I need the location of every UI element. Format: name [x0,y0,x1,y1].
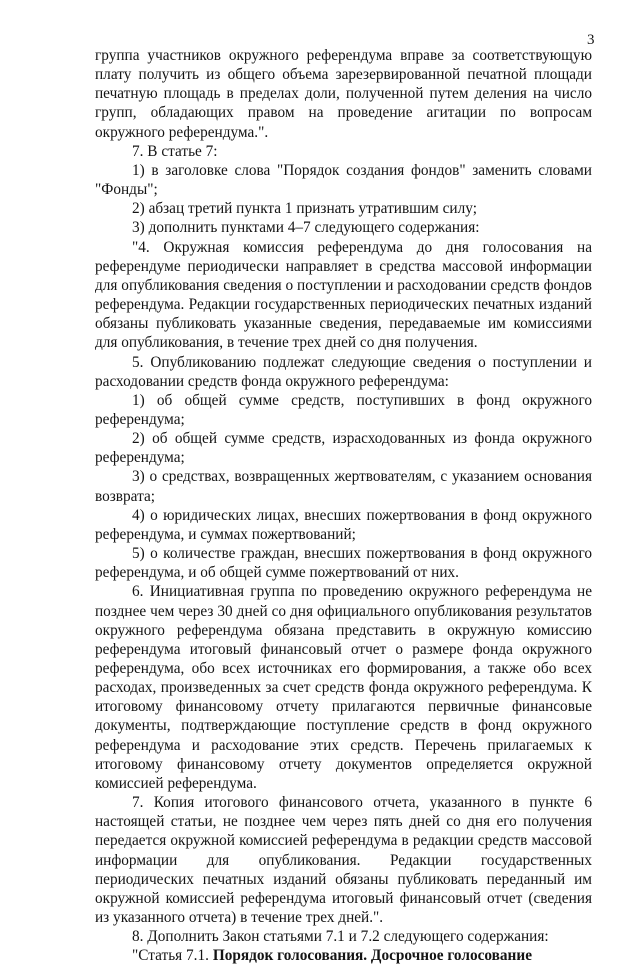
paragraph-11: 4) о юридических лицах, внесших пожертвования в фонд окружного референдума, и суммах пожертвований; [95,506,592,543]
paragraph-1: группа участников окружного референдума вправе за соответствующую плату получить из общего объема зарезервированной печатной площади печатную площадь в пределах доли, полученной путем деления на число групп, обладающих правом на проведение агитации по вопросам окружного референдума.". [95,47,592,141]
paragraph-8: 1) об общей сумме средств, поступивших в фонд окружного референдума; [95,391,592,428]
paragraph-7: 5. Опубликованию подлежат следующие сведения о поступлении и расходовании средств фонда окружного референдума: [95,353,592,390]
paragraph-4: 2) абзац третий пункта 1 признать утратившим силу; [132,200,477,218]
paragraph-6: "4. Окружная комиссия референдума до дня голосования на референдуме периодически направляет в средства массовой информации для опубликования сведения о поступлении и расходовании средств фондов референдума. Редакции государственных периодических печатных изданий обязаны публиковать указанные сведения, передаваемые им комиссиями для опубликования, в течение трех дней со дня получения. [95,238,592,352]
page-number: 3 [587,32,595,48]
paragraph-14: 7. Копия итогового финансового отчета, указанного в пункте 6 настоящей статьи, не позднее чем через пять дней со дня его получения передается окружной комиссией референдума в редакции средств массовой информации для опубликования. Редакции государственных периодических печатных изданий обязаны публиковать переданный им окружной комиссией референдума итоговый финансовый отчет (сведения из указанного отчета) в течение трех дней.". [95,794,592,927]
paragraph-2: 7. В статье 7: [132,142,218,160]
article-heading-prefix: "Статья 7.1. [132,947,213,965]
paragraph-13: 6. Инициативная группа по проведению окружного референдума не позднее чем через 30 дней со дня официального опубликования результатов окружного референдума обязана представить в окружную комиссию референдума итоговый финансовый отчет о размере фонда окружного референдума, обо всех источниках его формирования, а также обо всех расходах, произведенных за счет средств фонда окружного референдума. К итоговому финансовому отчету прилагаются первичные финансовые документы, подтверждающие поступление средств в фонд окружного референдума и расходование этих средств. Перечень прилагаемых к итоговому финансовому отчету документов определяется окружной комиссией референдума. [95,583,592,792]
article-heading [95,946,592,965]
paragraph-12: 5) о количестве граждан, внесших пожертвования в фонд окружного референдума, и об общей сумме пожертвований от них. [95,545,592,582]
paragraph-10: 3) о средствах, возвращенных жертвователям, с указанием основания возврата; [95,468,592,505]
document-body [95,46,592,966]
article-heading-title: Порядок голосования. Досрочное голосование [212,947,532,965]
paragraph-15: 8. Дополнить Закон статьями 7.1 и 7.2 следующего содержания: [132,928,549,946]
paragraph-9: 2) об общей сумме средств, израсходованных из фонда окружного референдума; [95,430,592,467]
paragraph-3: 1) в заголовке слова "Порядок создания фондов" заменить словами "Фонды"; [95,161,592,199]
paragraph-5: 3) дополнить пунктами 4–7 следующего содержания: [132,219,480,237]
